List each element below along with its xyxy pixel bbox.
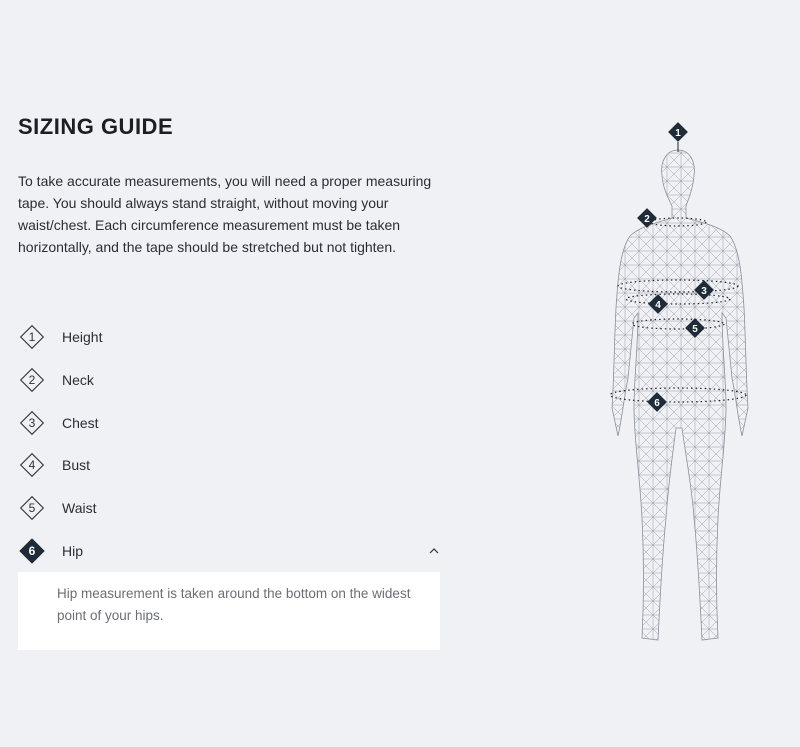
item-label: Chest (62, 414, 99, 431)
item-label: Hip (62, 542, 84, 559)
badge-number: 4 (28, 458, 36, 473)
item-label: Waist (62, 500, 97, 517)
body-silhouette (612, 150, 748, 640)
diamond-badge-6 (18, 537, 46, 565)
item-hip[interactable] (18, 529, 440, 572)
svg-text:4: 4 (655, 300, 661, 311)
svg-text:1: 1 (675, 128, 681, 139)
item-waist[interactable] (18, 487, 440, 530)
diamond-badge-3 (18, 409, 46, 437)
badge-number: 6 (28, 543, 36, 558)
badge-number: 2 (28, 373, 36, 388)
item-label: Bust (62, 457, 91, 474)
chevron-up-icon[interactable] (428, 545, 440, 557)
item-height[interactable] (18, 316, 440, 359)
measurement-list (18, 316, 440, 572)
body-figure-illustration (590, 118, 760, 653)
intro-text: To take accurate measurements, you will need a proper measuring tape. You should always stand straight, without moving your waist/chest. Each circumference measurement must be taken horizontally, and the tape should be stretched but not tighten. (18, 173, 432, 255)
svg-text:5: 5 (692, 324, 698, 335)
diamond-badge-1 (18, 323, 46, 351)
badge-number: 3 (28, 415, 36, 430)
diamond-badge-5 (18, 494, 46, 522)
svg-text:6: 6 (654, 398, 660, 409)
item-chest[interactable] (18, 401, 440, 444)
item-neck[interactable] (18, 359, 440, 402)
svg-text:2: 2 (644, 214, 650, 225)
badge-number: 1 (28, 330, 36, 345)
item-label: Height (62, 329, 103, 346)
item-bust[interactable] (18, 444, 440, 487)
badge-number: 5 (28, 501, 36, 516)
svg-text:3: 3 (701, 286, 707, 297)
diamond-badge-2 (18, 366, 46, 394)
figure-marker-1 (668, 122, 688, 142)
hip-description: Hip measurement is taken around the bottom on the widest point of your hips. (57, 586, 411, 623)
diamond-badge-4 (18, 451, 46, 479)
page-title: SIZING GUIDE (18, 114, 174, 139)
hip-description-panel (18, 572, 440, 650)
item-label: Neck (62, 372, 94, 389)
